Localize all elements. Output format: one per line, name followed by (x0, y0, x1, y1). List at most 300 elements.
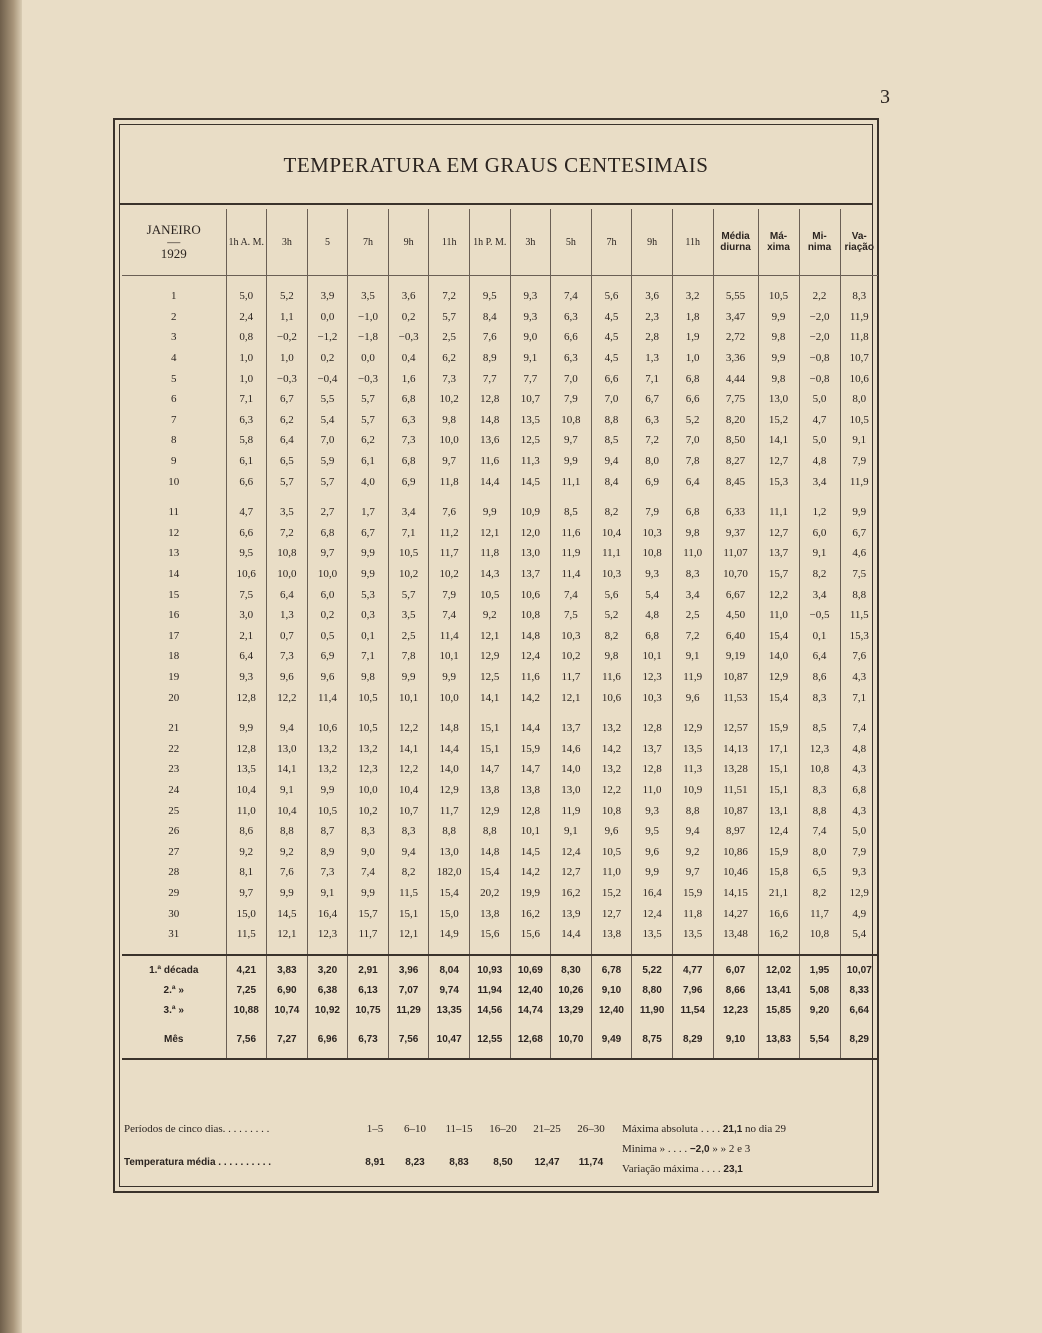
spacer-cell (840, 708, 878, 718)
table-cell: 13,6 (469, 430, 510, 451)
spacer-cell (226, 276, 267, 287)
table-cell: 9,7 (551, 430, 592, 451)
table-cell: 10,1 (510, 821, 551, 842)
row-label: Mês (122, 1020, 226, 1059)
period-label: 26–30 (577, 1123, 605, 1135)
spacer-cell (348, 708, 389, 718)
title-divider (120, 203, 872, 205)
table-cell: 13,0 (551, 780, 592, 801)
table-cell: 11,8 (429, 471, 470, 492)
spacer-cell (632, 708, 673, 718)
table-cell: 10,88 (226, 1000, 267, 1020)
table-cell: 8,4 (591, 471, 632, 492)
period-label: 21–25 (533, 1123, 561, 1135)
table-cell: 9,37 (713, 523, 758, 544)
month-header (122, 209, 226, 276)
table-cell: 7,5 (551, 605, 592, 626)
table-cell: 14,7 (469, 759, 510, 780)
table-cell: 13,2 (591, 759, 632, 780)
table-cell: 3,4 (799, 584, 840, 605)
table-cell: 15,9 (758, 841, 799, 862)
table-body (122, 276, 878, 1060)
table-cell: 7,56 (226, 1020, 267, 1059)
table-cell: 6,7 (267, 389, 308, 410)
table-cell: 5,4 (632, 584, 673, 605)
table-cell: 9,0 (510, 327, 551, 348)
table-cell: 5,0 (799, 430, 840, 451)
table-cell: 5,6 (591, 286, 632, 307)
table-cell: 11,1 (591, 543, 632, 564)
table-cell: 8,29 (672, 1020, 713, 1059)
table-cell: 10,5 (758, 286, 799, 307)
table-cell: 12,23 (713, 1000, 758, 1020)
table-cell: 3,2 (672, 286, 713, 307)
table-cell: 7,56 (388, 1020, 429, 1059)
table-cell: 11,0 (591, 862, 632, 883)
table-cell: 10,6 (307, 718, 348, 739)
table-cell: 3,0 (226, 605, 267, 626)
column-header: 11h (672, 209, 713, 276)
row-label: 4 (171, 352, 177, 365)
table-cell: 9,10 (591, 980, 632, 1000)
spacer-cell (758, 708, 799, 718)
table-cell: 12,02 (758, 955, 799, 980)
table-cell: 13,5 (226, 759, 267, 780)
table-cell: 6,6 (226, 471, 267, 492)
table-cell: 3,5 (267, 502, 308, 523)
table-cell: 6,8 (307, 523, 348, 544)
table-cell: 10,0 (429, 687, 470, 708)
table-cell: 6,40 (713, 626, 758, 647)
table-cell: 1,0 (267, 348, 308, 369)
table-cell: 8,5 (799, 718, 840, 739)
table-cell: 12,1 (469, 626, 510, 647)
table-cell: 6,9 (307, 646, 348, 667)
table-cell: 13,2 (591, 718, 632, 739)
table-cell: 7,8 (388, 646, 429, 667)
table-row (122, 841, 878, 862)
table-cell: 9,3 (510, 286, 551, 307)
table-cell: 10,8 (267, 543, 308, 564)
spacer-cell (591, 492, 632, 502)
spacer-cell (226, 708, 267, 718)
table-cell: 2,5 (672, 605, 713, 626)
table-cell: 10,26 (551, 980, 592, 1000)
table-cell: 7,9 (551, 389, 592, 410)
table-cell: 1,0 (226, 348, 267, 369)
table-cell: 11,4 (307, 687, 348, 708)
table-cell: 7,9 (429, 584, 470, 605)
row-label: 5 (171, 372, 177, 385)
table-cell: 12,8 (469, 389, 510, 410)
table-cell: 6,96 (307, 1020, 348, 1059)
table-cell: 2,7 (307, 502, 348, 523)
table-cell: 10,7 (840, 348, 878, 369)
spacer-cell (551, 276, 592, 287)
column-header: Má- xima (758, 209, 799, 276)
table-cell: 4,0 (348, 471, 389, 492)
table-cell: 0,1 (348, 626, 389, 647)
table-cell: 9,9 (469, 502, 510, 523)
table-cell: 9,49 (591, 1020, 632, 1059)
table-row (122, 451, 878, 472)
spacer-cell (388, 276, 429, 287)
decade-summary-row (122, 980, 878, 1000)
table-cell: 10,8 (799, 924, 840, 945)
spacer-cell (758, 276, 799, 287)
table-cell: 4,9 (840, 903, 878, 924)
table-cell: 8,04 (429, 955, 470, 980)
table-cell: 9,9 (348, 543, 389, 564)
table-row (122, 738, 878, 759)
spacer-cell (267, 492, 308, 502)
table-cell: −0,3 (267, 368, 308, 389)
table-cell: 14,3 (469, 564, 510, 585)
table-row (122, 780, 878, 801)
table-cell: 10,8 (799, 759, 840, 780)
table-cell: 9,10 (713, 1020, 758, 1059)
table-cell: 1,8 (672, 307, 713, 328)
table-cell: 7,96 (672, 980, 713, 1000)
table-cell: 5,3 (348, 584, 389, 605)
spacer-cell (840, 944, 878, 955)
table-cell: 14,27 (713, 903, 758, 924)
table-cell: 10,87 (713, 800, 758, 821)
table-cell: 5,4 (307, 410, 348, 431)
table-cell: 10,46 (713, 862, 758, 883)
table-row (122, 584, 878, 605)
row-label: 28 (168, 866, 180, 879)
table-cell: 7,75 (713, 389, 758, 410)
table-cell: 11,7 (429, 800, 470, 821)
table-cell: 10,93 (469, 955, 510, 980)
table-cell: 1,1 (267, 307, 308, 328)
table-cell: 14,74 (510, 1000, 551, 1020)
table-cell: 9,19 (713, 646, 758, 667)
table-cell: 12,3 (632, 667, 673, 688)
table-cell: 8,2 (591, 502, 632, 523)
table-cell: 0,5 (307, 626, 348, 647)
spacer-cell (307, 944, 348, 955)
table-cell: 0,8 (226, 327, 267, 348)
table-row (122, 605, 878, 626)
table-cell: 9,2 (267, 841, 308, 862)
absolute-max-line (622, 1123, 786, 1135)
table-cell: 9,8 (348, 667, 389, 688)
table-cell: 10,47 (429, 1020, 470, 1059)
table-cell: 10,0 (267, 564, 308, 585)
table-cell: 9,1 (672, 646, 713, 667)
table-cell: 1,7 (348, 502, 389, 523)
table-cell: 8,3 (799, 687, 840, 708)
row-label: 7 (171, 413, 177, 426)
table-cell: 9,2 (226, 841, 267, 862)
spacer-cell (226, 944, 267, 955)
table-cell: 12,2 (758, 584, 799, 605)
table-cell: 4,7 (226, 502, 267, 523)
table-cell: 6,8 (632, 626, 673, 647)
spacer-cell (267, 276, 308, 287)
row-label: 3 (171, 331, 177, 344)
table-cell: 9,9 (267, 883, 308, 904)
spacer-cell (388, 944, 429, 955)
table-cell: 15,3 (758, 471, 799, 492)
table-cell: 3,4 (672, 584, 713, 605)
period-mean-value: 8,50 (493, 1157, 513, 1168)
table-cell: 3,9 (307, 286, 348, 307)
table-cell: 5,0 (226, 286, 267, 307)
table-cell: 7,1 (632, 368, 673, 389)
table-cell: 13,2 (307, 759, 348, 780)
table-cell: −0,5 (799, 605, 840, 626)
table-cell: 8,9 (307, 841, 348, 862)
spacer-cell (469, 944, 510, 955)
table-cell: 7,3 (267, 646, 308, 667)
spacer-cell (510, 492, 551, 502)
table-cell: 11,8 (469, 543, 510, 564)
table-cell: 9,7 (429, 451, 470, 472)
row-spacer (122, 944, 878, 955)
table-cell: 13,8 (469, 903, 510, 924)
row-label: 29 (168, 886, 180, 899)
table-cell: 5,9 (307, 451, 348, 472)
table-cell: 9,6 (267, 667, 308, 688)
table-cell: 7,0 (672, 430, 713, 451)
table-cell: 1,0 (226, 368, 267, 389)
table-cell: 11,54 (672, 1000, 713, 1020)
table-cell: 14,9 (429, 924, 470, 945)
table-cell: 10,70 (551, 1020, 592, 1059)
table-cell: 9,0 (348, 841, 389, 862)
table-cell: 8,97 (713, 821, 758, 842)
table-cell: 3,5 (348, 286, 389, 307)
absolute-max-label: Máxima absoluta . . . . (622, 1123, 721, 1135)
table-cell: 14,5 (267, 903, 308, 924)
table-cell: 9,8 (672, 523, 713, 544)
absolute-min-value: −2,0 (689, 1144, 710, 1155)
table-cell: 7,9 (840, 451, 878, 472)
spacer-cell (267, 708, 308, 718)
table-cell: 7,2 (672, 626, 713, 647)
footer-summary (122, 1117, 870, 1191)
table-cell: 4,8 (799, 451, 840, 472)
table-cell: 7,6 (267, 862, 308, 883)
table-cell: 13,9 (551, 903, 592, 924)
table-cell: 1,3 (267, 605, 308, 626)
table-cell: 6,8 (388, 389, 429, 410)
table-cell: 15,2 (591, 883, 632, 904)
table-cell: 8,8 (469, 821, 510, 842)
table-cell: 10,1 (429, 646, 470, 667)
table-cell: −2,0 (799, 307, 840, 328)
table-cell: 2,5 (388, 626, 429, 647)
row-label: 15 (168, 588, 180, 601)
table-cell: 10,6 (840, 368, 878, 389)
table-cell: 9,5 (226, 543, 267, 564)
table-cell: 16,6 (758, 903, 799, 924)
table-cell: 10,5 (591, 841, 632, 862)
table-cell: 14,4 (469, 471, 510, 492)
row-label: 18 (168, 650, 180, 663)
table-cell: 14,5 (510, 471, 551, 492)
table-cell: 9,74 (429, 980, 470, 1000)
table-cell: 8,7 (307, 821, 348, 842)
table-cell: 15,7 (348, 903, 389, 924)
table-cell: 15,9 (510, 738, 551, 759)
table-cell: 8,8 (672, 800, 713, 821)
table-cell: 9,9 (551, 451, 592, 472)
table-cell: 3,4 (799, 471, 840, 492)
table-row (122, 687, 878, 708)
table-cell: 7,2 (267, 523, 308, 544)
table-cell: 9,6 (672, 687, 713, 708)
table-cell: 7,6 (469, 327, 510, 348)
spacer-cell (840, 276, 878, 287)
table-cell: 9,4 (591, 451, 632, 472)
table-cell: 7,4 (551, 584, 592, 605)
row-label: 11 (168, 506, 180, 519)
table-cell: 8,66 (713, 980, 758, 1000)
table-cell: 8,4 (469, 307, 510, 328)
max-variation-value: 23,1 (723, 1164, 743, 1175)
spacer-cell (429, 944, 470, 955)
table-cell: 11,7 (429, 543, 470, 564)
table-row (122, 924, 878, 945)
table-cell: 10,75 (348, 1000, 389, 1020)
table-cell: 6,3 (632, 410, 673, 431)
column-header: 3h (510, 209, 551, 276)
table-cell: 0,2 (307, 348, 348, 369)
column-header: 1h P. M. (469, 209, 510, 276)
table-cell: 9,1 (551, 821, 592, 842)
page-title: TEMPERATURA EM GRAUS CENTESIMAIS (283, 153, 709, 177)
row-label: 3.ª » (163, 1004, 184, 1016)
table-cell: 6,4 (672, 471, 713, 492)
table-cell: 3,6 (388, 286, 429, 307)
table-cell: 6,0 (799, 523, 840, 544)
table-cell: 7,3 (307, 862, 348, 883)
table-cell: 10,69 (510, 955, 551, 980)
table-cell: 0,0 (307, 307, 348, 328)
table-cell: 9,3 (632, 800, 673, 821)
table-cell: 11,5 (840, 605, 878, 626)
period-label: 1–5 (366, 1123, 384, 1135)
table-cell: 9,9 (632, 862, 673, 883)
table-cell: 13,7 (551, 718, 592, 739)
table-cell: 8,20 (713, 410, 758, 431)
table-cell: 9,4 (267, 718, 308, 739)
table-cell: 6,2 (267, 410, 308, 431)
table-cell: 9,9 (388, 667, 429, 688)
table-cell: 6,7 (632, 389, 673, 410)
table-cell: 12,2 (388, 718, 429, 739)
table-cell: 8,3 (672, 564, 713, 585)
table-cell: 8,3 (840, 286, 878, 307)
spacer-cell (632, 276, 673, 287)
table-cell: 14,2 (591, 738, 632, 759)
table-cell: 10,0 (348, 780, 389, 801)
table-frame (113, 118, 879, 1193)
table-cell: 14,8 (510, 626, 551, 647)
table-cell: 10,6 (591, 687, 632, 708)
table-cell: 10,9 (672, 780, 713, 801)
table-cell: 12,9 (672, 718, 713, 739)
table-cell: 4,6 (840, 543, 878, 564)
table-cell: 5,2 (672, 410, 713, 431)
table-row (122, 903, 878, 924)
table-cell: 2,8 (632, 327, 673, 348)
table-cell: 15,6 (510, 924, 551, 945)
table-cell: 10,4 (591, 523, 632, 544)
table-cell: 13,8 (510, 780, 551, 801)
table-cell: 15,9 (672, 883, 713, 904)
table-cell: 9,3 (840, 862, 878, 883)
table-cell: 8,2 (799, 883, 840, 904)
table-cell: 8,0 (632, 451, 673, 472)
table-cell: 8,8 (591, 410, 632, 431)
table-cell: 14,4 (551, 924, 592, 945)
table-cell: 10,4 (226, 780, 267, 801)
spacer-cell (632, 944, 673, 955)
spacer-cell (632, 492, 673, 502)
table-cell: 8,9 (469, 348, 510, 369)
table-cell: 19,9 (510, 883, 551, 904)
table-cell: 5,22 (632, 955, 673, 980)
spacer-cell (122, 276, 226, 287)
table-cell: 5,54 (799, 1020, 840, 1059)
table-cell: 11,7 (551, 667, 592, 688)
table-cell: 9,3 (510, 307, 551, 328)
table-cell: 13,2 (348, 738, 389, 759)
periods-label: Períodos de cinco dias. . . . . . . . . (124, 1123, 270, 1135)
table-row (122, 430, 878, 451)
table-cell: 6,0 (307, 584, 348, 605)
table-cell: 12,3 (307, 924, 348, 945)
table-cell: 10,6 (226, 564, 267, 585)
table-cell: 14,0 (551, 759, 592, 780)
decade-summary-row (122, 955, 878, 980)
spacer-cell (799, 944, 840, 955)
table-cell: 9,7 (226, 883, 267, 904)
table-cell: 4,8 (632, 605, 673, 626)
table-cell: 9,9 (348, 883, 389, 904)
table-cell: 6,9 (632, 471, 673, 492)
column-header: Mi- nima (799, 209, 840, 276)
spacer-cell (348, 944, 389, 955)
table-cell: 3,6 (632, 286, 673, 307)
table-cell: 12,0 (510, 523, 551, 544)
table-cell: 14,15 (713, 883, 758, 904)
table-cell: 9,20 (799, 1000, 840, 1020)
table-cell: 9,2 (469, 605, 510, 626)
spacer-cell (672, 708, 713, 718)
spacer-cell (758, 492, 799, 502)
table-cell: 8,6 (799, 667, 840, 688)
table-cell: 5,55 (713, 286, 758, 307)
row-label: 1.ª década (122, 955, 226, 980)
table-cell: 9,9 (758, 307, 799, 328)
table-cell: 10,8 (551, 410, 592, 431)
row-label: 22 (168, 742, 180, 755)
table-cell: 14,0 (758, 646, 799, 667)
table-cell: 5,7 (307, 471, 348, 492)
table-cell: 13,0 (510, 543, 551, 564)
spacer-cell (799, 492, 840, 502)
table-cell: 10,2 (348, 800, 389, 821)
decade-summary-row (122, 1000, 878, 1020)
table-cell: 1,0 (672, 348, 713, 369)
table-cell: 11,6 (510, 667, 551, 688)
